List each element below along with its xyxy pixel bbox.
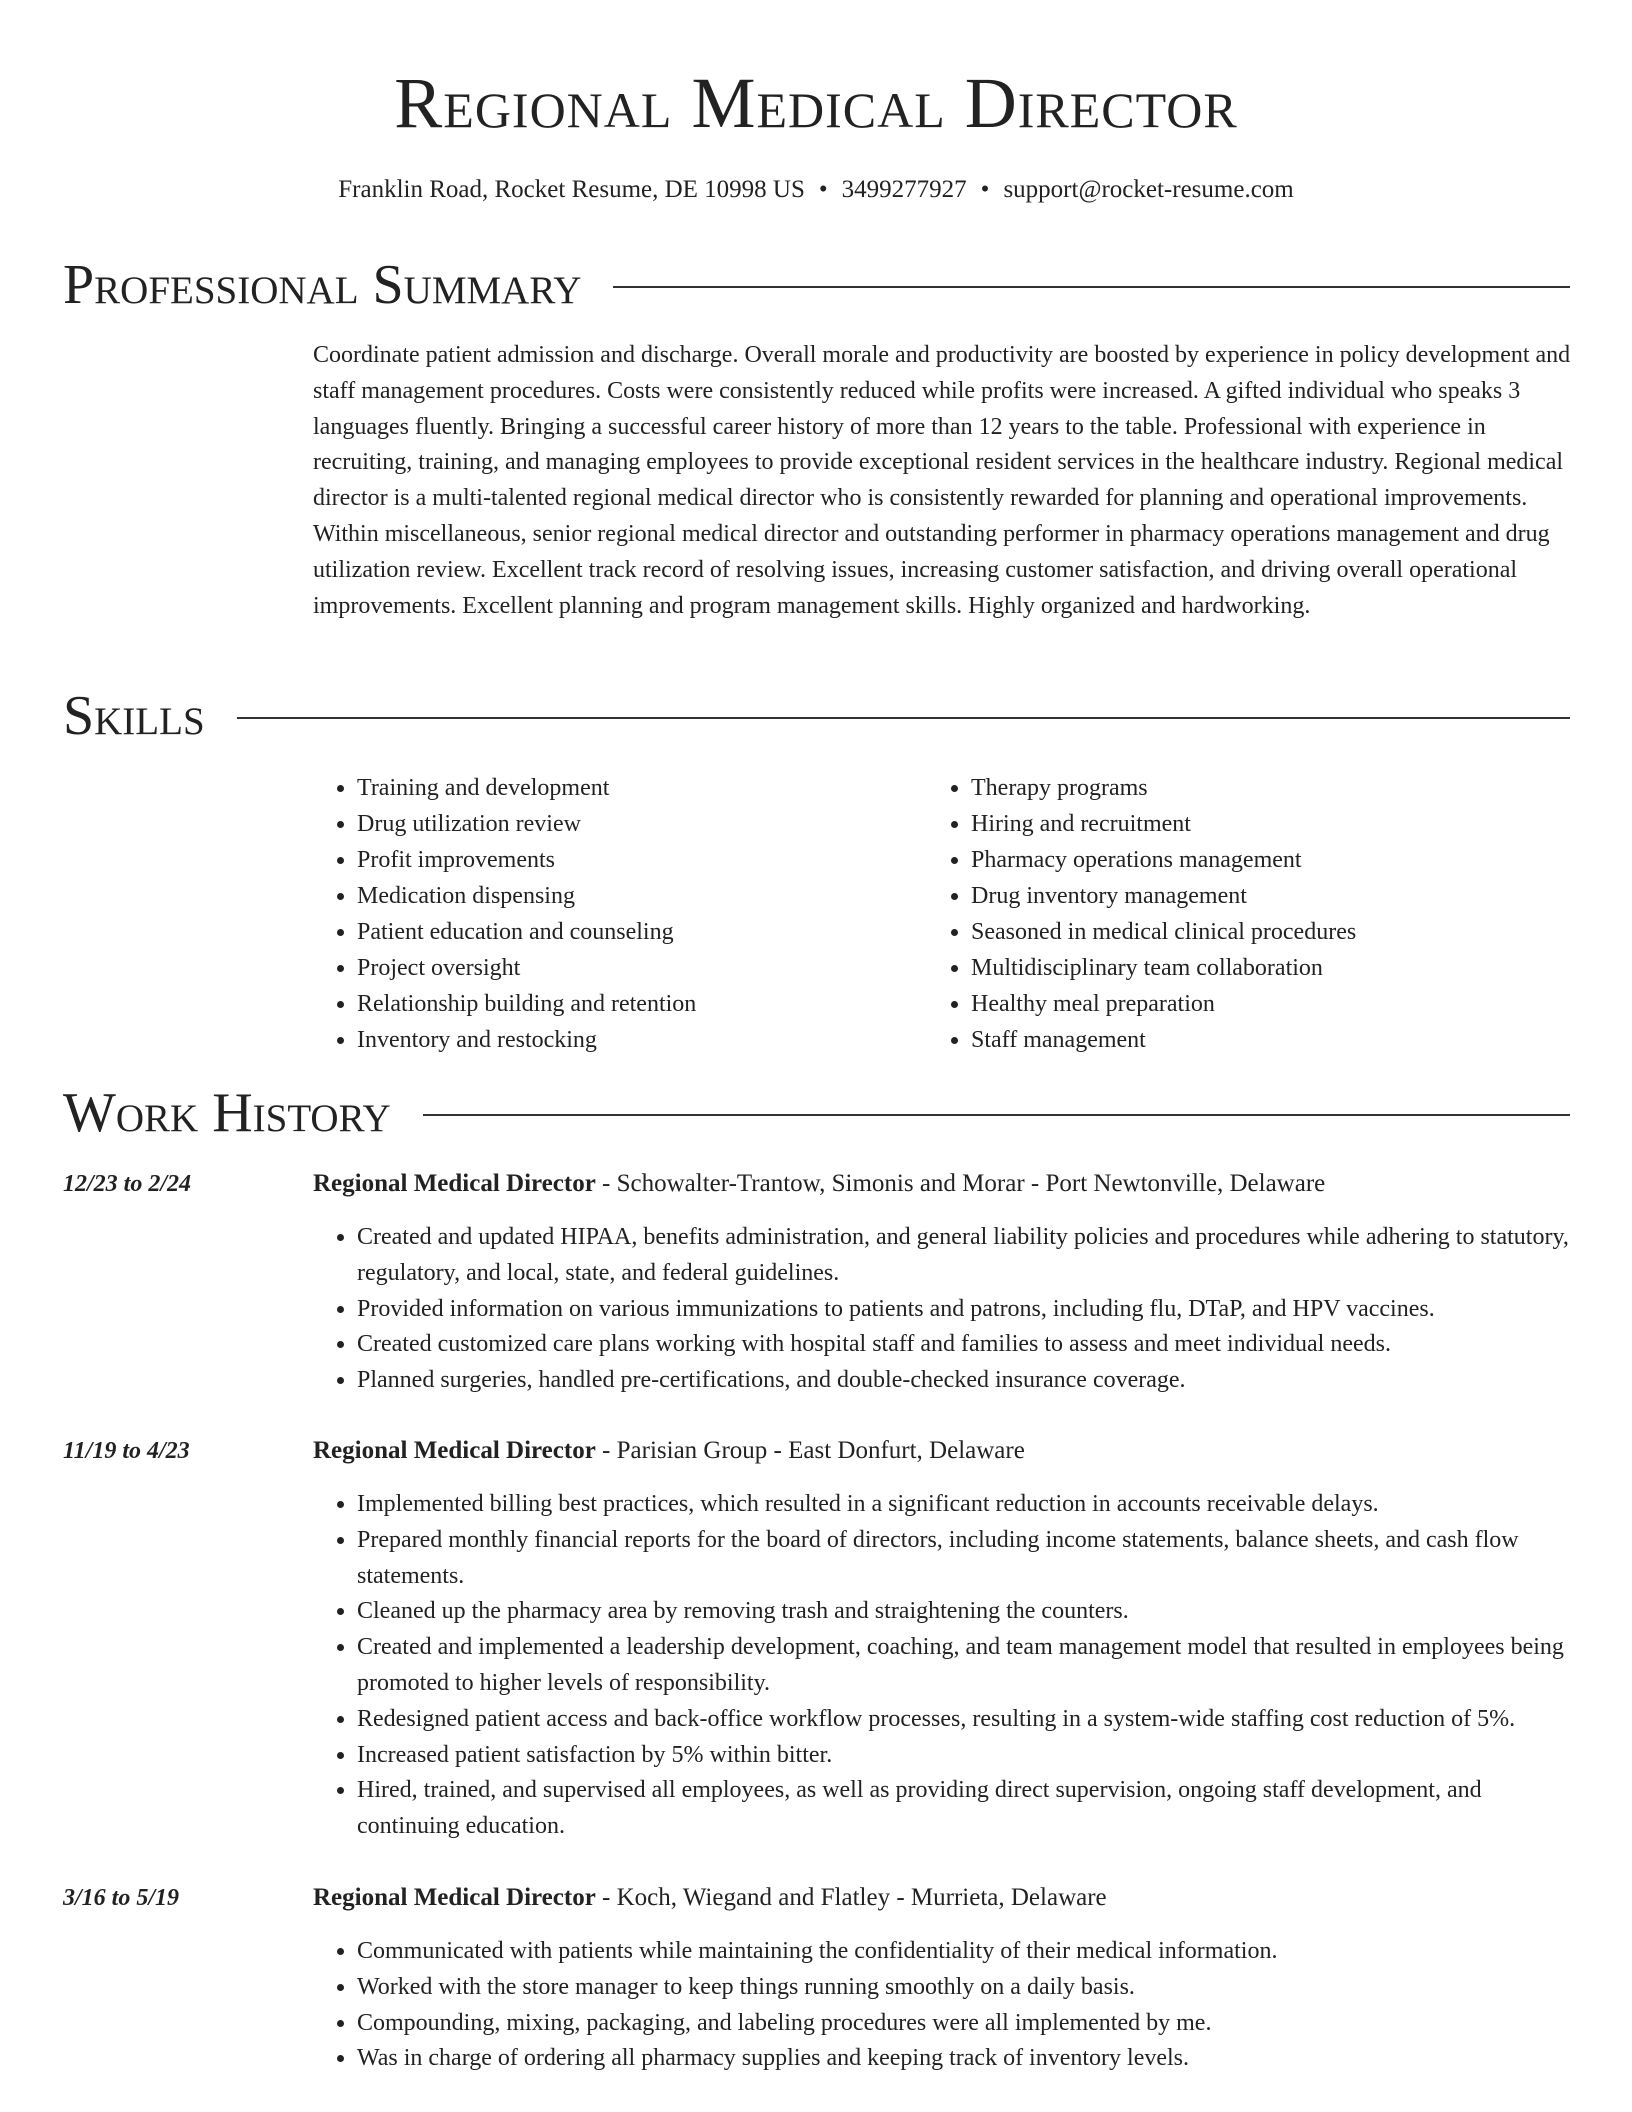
section-divider [237, 717, 1570, 719]
section-divider [423, 1114, 1570, 1116]
list-item: • Seasoned in medical clinical procedures [971, 914, 1611, 950]
list-item: • Was in charge of ordering all pharmacy supplies and keeping track of inventory levels. [357, 2041, 1575, 2077]
contact-line [0, 172, 1632, 208]
job-dates: 3/16 to 5/19 [63, 1885, 180, 1911]
section-divider [613, 286, 1570, 288]
list-item: • Medication dispensing [357, 878, 957, 914]
list-item: • Drug utilization review [357, 806, 957, 842]
work-heading: Work History [63, 1082, 391, 1144]
skills-list-left [313, 770, 957, 1058]
contact-separator: • [818, 176, 828, 203]
list-item: • Worked with the store manager to keep things running smoothly on a daily basis. [357, 1970, 1575, 2006]
skills-section-header [63, 684, 1570, 748]
contact-phone: 3499277927 [841, 176, 967, 203]
list-item: • Redesigned patient access and back-office workflow processes, resulting in a system-wide staffing cost reduction of 5%. [357, 1702, 1575, 1738]
skills-list-right [927, 770, 1611, 1058]
list-item: • Hiring and recruitment [971, 806, 1611, 842]
job-role: Regional Medical Director [313, 1437, 596, 1464]
job-heading [313, 1166, 1575, 1202]
list-item: • Project oversight [357, 950, 957, 986]
list-item: • Staff management [971, 1022, 1611, 1058]
list-item: • Drug inventory management [971, 878, 1611, 914]
list-item: • Training and development [357, 770, 957, 806]
job-bullets [313, 1934, 1575, 2077]
job-bullets [313, 1220, 1575, 1399]
job-dates: 11/19 to 4/23 [63, 1438, 190, 1464]
list-item: • Compounding, mixing, packaging, and labeling procedures were all implemented by me. [357, 2006, 1575, 2042]
list-item: • Provided information on various immunizations to patients and patrons, including flu, DTaP, and HPV vaccines. [357, 1292, 1575, 1328]
list-item: • Profit improvements [357, 842, 957, 878]
list-item: • Pharmacy operations management [971, 842, 1611, 878]
list-item: • Therapy programs [971, 770, 1611, 806]
job-dates: 12/23 to 2/24 [63, 1171, 192, 1197]
list-item: • Increased patient satisfaction by 5% within bitter. [357, 1738, 1575, 1774]
work-section-header [63, 1081, 1570, 1145]
list-item: • Implemented billing best practices, which resulted in a significant reduction in accounts receivable delays. [357, 1487, 1575, 1523]
list-item: • Prepared monthly financial reports for the board of directors, including income statements, balance sheets, and cash flow statements. [357, 1523, 1575, 1595]
job-employer: - Schowalter-Trantow, Simonis and Morar - Port Newtonville, Delaware [595, 1170, 1326, 1197]
summary-heading: Professional Summary [63, 254, 582, 316]
list-item: • Healthy meal preparation [971, 986, 1611, 1022]
list-item: • Planned surgeries, handled pre-certifications, and double-checked insurance coverage. [357, 1363, 1575, 1399]
job-employer: - Parisian Group - East Donfurt, Delaware [595, 1437, 1025, 1464]
summary-section-header [63, 253, 1570, 317]
job-role: Regional Medical Director [313, 1884, 596, 1911]
contact-separator: • [980, 176, 990, 203]
job-heading [313, 1433, 1575, 1469]
job-employer: - Koch, Wiegand and Flatley - Murrieta, Delaware [595, 1884, 1107, 1911]
skills-heading: Skills [63, 685, 205, 747]
list-item: • Cleaned up the pharmacy area by removing trash and straightening the counters. [357, 1594, 1575, 1630]
list-item: • Created and implemented a leadership development, coaching, and team management model that resulted in employees being promoted to higher levels of responsibility. [357, 1630, 1575, 1702]
list-item: • Hired, trained, and supervised all employees, as well as providing direct supervision, ongoing staff development, and continuing education. [357, 1773, 1575, 1845]
contact-email[interactable]: support@rocket-resume.com [1003, 176, 1294, 203]
job-bullets [313, 1487, 1575, 1845]
summary-text: Coordinate patient admission and discharge. Overall morale and productivity are boosted by experience in policy development and staff management procedures. Costs were consistently reduced while profits were increased. A gifted individual who speaks 3 languages fluently. Bringing a successful career history of more than 12 years to the table. Professional with experience in recruiting, training, and managing employees to provide exceptional resident services in the healthcare industry. Regional medical director is a multi-talented regional medical director who is consistently rewarded for planning and operational improvements. Within miscellaneous, senior regional medical director and outstanding performer in pharmacy operations management and drug utilization review. Excellent track record of resolving issues, increasing customer satisfaction, and driving overall operational improvements. Excellent planning and program management skills. Highly organized and hardworking. [313, 342, 1571, 619]
contact-address: Franklin Road, Rocket Resume, DE 10998 US [338, 176, 805, 203]
list-item: • Patient education and counseling [357, 914, 957, 950]
list-item: • Communicated with patients while maintaining the confidentiality of their medical information. [357, 1934, 1575, 1970]
page-title: Regional Medical Director [394, 63, 1238, 143]
list-item: • Created customized care plans working with hospital staff and families to assess and meet individual needs. [357, 1327, 1575, 1363]
list-item: • Relationship building and retention [357, 986, 957, 1022]
list-item: • Created and updated HIPAA, benefits administration, and general liability policies and procedures while adhering to statutory, regulatory, and local, state, and federal guidelines. [357, 1220, 1575, 1292]
job-role: Regional Medical Director [313, 1170, 596, 1197]
list-item: • Inventory and restocking [357, 1022, 957, 1058]
job-heading [313, 1880, 1575, 1916]
list-item: • Multidisciplinary team collaboration [971, 950, 1611, 986]
